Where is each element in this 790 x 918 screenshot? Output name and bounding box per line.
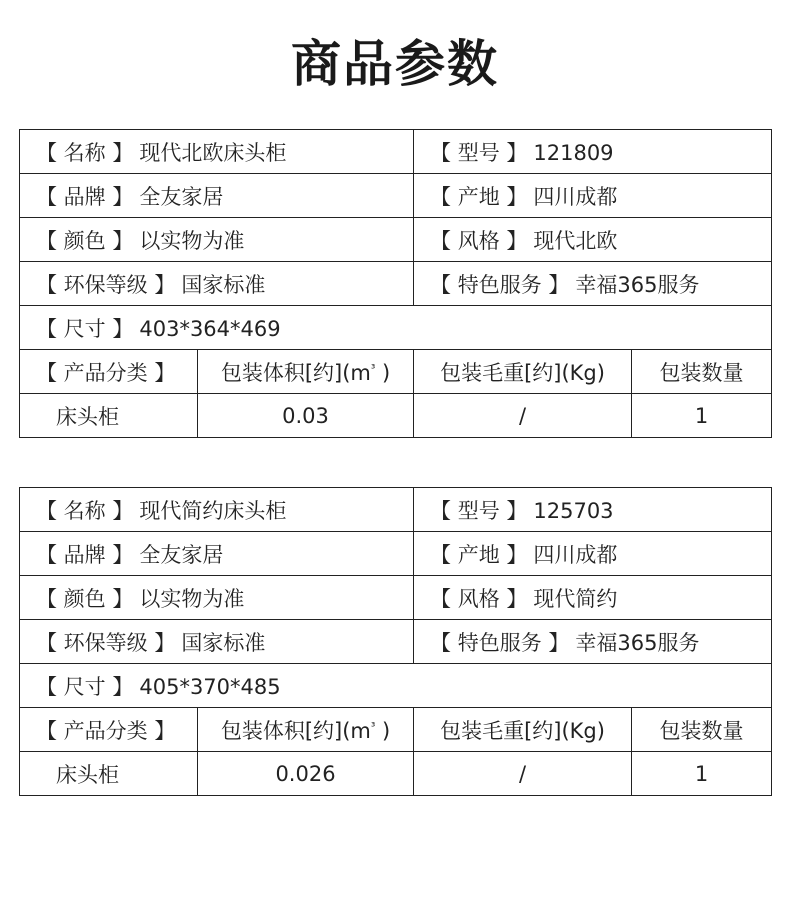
color-value: 以实物为准 (139, 228, 245, 253)
header-weight: 包装毛重[约](Kg) (414, 708, 632, 752)
model-cell (414, 488, 772, 532)
size-value: 405*370*485 (139, 674, 281, 699)
name-label: 【 名称 】 (36, 140, 134, 165)
color-label: 【 颜色 】 (36, 228, 134, 253)
origin-cell (414, 174, 772, 218)
page-title: 商品参数 (291, 35, 499, 93)
service-cell (414, 262, 772, 306)
eco-label: 【 环保等级 】 (36, 630, 176, 655)
spec-table-2 (19, 487, 772, 796)
style-label: 【 风格 】 (430, 586, 528, 611)
brand-value: 全友家居 (139, 184, 224, 209)
service-cell (414, 620, 772, 664)
cell-volume: 0.03 (198, 394, 414, 438)
model-label: 【 型号 】 (430, 498, 528, 523)
color-label: 【 颜色 】 (36, 586, 134, 611)
cell-weight: / (414, 752, 632, 796)
cell-volume: 0.026 (198, 752, 414, 796)
package-header-row (20, 350, 772, 394)
service-value: 幸福365服务 (575, 630, 700, 655)
service-value: 幸福365服务 (575, 272, 700, 297)
eco-value: 国家标准 (181, 272, 266, 297)
style-cell (414, 576, 772, 620)
model-value: 125703 (533, 498, 614, 523)
size-label: 【 尺寸 】 (36, 674, 134, 699)
color-style-row (20, 576, 772, 620)
name-cell (20, 488, 414, 532)
package-header-row (20, 708, 772, 752)
name-cell (20, 130, 414, 174)
color-cell (20, 576, 414, 620)
cell-category: 床头柜 (20, 394, 198, 438)
origin-value: 四川成都 (533, 184, 618, 209)
service-label: 【 特色服务 】 (430, 630, 570, 655)
size-label: 【 尺寸 】 (36, 316, 134, 341)
model-label: 【 型号 】 (430, 140, 528, 165)
size-value: 403*364*469 (139, 316, 281, 341)
name-value: 现代北欧床头柜 (139, 140, 287, 165)
brand-origin-row (20, 174, 772, 218)
style-cell (414, 218, 772, 262)
cell-weight: / (414, 394, 632, 438)
header-weight: 包装毛重[约](Kg) (414, 350, 632, 394)
eco-service-row (20, 262, 772, 306)
origin-cell (414, 532, 772, 576)
size-row (20, 664, 772, 708)
origin-value: 四川成都 (533, 542, 618, 567)
header-quantity: 包装数量 (632, 708, 772, 752)
color-style-row (20, 218, 772, 262)
eco-cell (20, 620, 414, 664)
cell-category: 床头柜 (20, 752, 198, 796)
header-category: 【 产品分类 】 (20, 708, 198, 752)
color-value: 以实物为准 (139, 586, 245, 611)
cell-quantity: 1 (632, 394, 772, 438)
eco-label: 【 环保等级 】 (36, 272, 176, 297)
origin-label: 【 产地 】 (430, 542, 528, 567)
brand-origin-row (20, 532, 772, 576)
style-value: 现代北欧 (533, 228, 618, 253)
name-model-row (20, 488, 772, 532)
eco-value: 国家标准 (181, 630, 266, 655)
name-model-row (20, 130, 772, 174)
origin-label: 【 产地 】 (430, 184, 528, 209)
cell-quantity: 1 (632, 752, 772, 796)
brand-label: 【 品牌 】 (36, 542, 134, 567)
header-volume: 包装体积[约]($m^{^3}$ ) (198, 708, 414, 752)
brand-cell (20, 174, 414, 218)
eco-cell (20, 262, 414, 306)
header-volume: 包装体积[约]($m^{^3}$ ) (198, 350, 414, 394)
name-value: 现代简约床头柜 (139, 498, 287, 523)
size-row (20, 306, 772, 350)
size-cell (20, 306, 772, 350)
header-category: 【 产品分类 】 (20, 350, 198, 394)
brand-value: 全友家居 (139, 542, 224, 567)
model-value: 121809 (533, 140, 614, 165)
service-label: 【 特色服务 】 (430, 272, 570, 297)
brand-cell (20, 532, 414, 576)
color-cell (20, 218, 414, 262)
model-cell (414, 130, 772, 174)
brand-label: 【 品牌 】 (36, 184, 134, 209)
package-data-row (20, 752, 772, 796)
style-value: 现代简约 (533, 586, 618, 611)
package-data-row (20, 394, 772, 438)
spec-table-1 (19, 129, 772, 438)
size-cell (20, 664, 772, 708)
header-quantity: 包装数量 (632, 350, 772, 394)
eco-service-row (20, 620, 772, 664)
name-label: 【 名称 】 (36, 498, 134, 523)
style-label: 【 风格 】 (430, 228, 528, 253)
